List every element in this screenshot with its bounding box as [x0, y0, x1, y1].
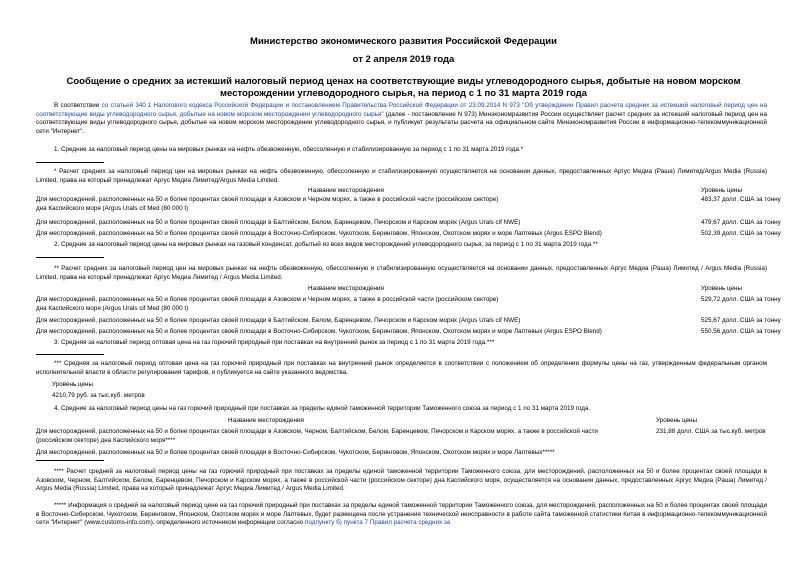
column-field-name: Название месторождения	[308, 285, 384, 292]
intro-text-start: В соответствии	[54, 102, 100, 109]
footnote-separator	[36, 460, 104, 461]
footnote-separator	[36, 162, 104, 163]
column-price-level: Уровень цены	[656, 417, 698, 424]
law-reference-link[interactable]: со статьей 340.1 Налогового кодекса Российской Федерации и постановлением Правительства Российской Федерации от 23.09.2014 N 973 "Об утверждении Правил расчета средних за истекший налоговый период цен на соответствующие виды углеводородного сырья, добытые на новом морском месторождении углеводородного сырья"	[36, 102, 767, 118]
section-1-footnote: * Расчет средних за налоговый период цен на мировых рынках на нефть обезвоженную, обессоленную и стабилизированную осуществляется на основании данных, предоставленных Аргус Медиа (Раша) Лимитед/Argus Media (Russia) Limited, права на который принадлежат Аргус Медиа Лимитед/Argus Media Limited.	[36, 168, 767, 184]
section-3-title: 3. Средняя за налоговый период оптовая цена на газ горючий природный при поставках на внутренний рынок за период с 1 по 31 марта 2019 года.***	[54, 339, 495, 346]
column-price-level: Уровень цены	[701, 285, 743, 292]
column-price-level: Уровень цены	[701, 187, 743, 194]
footnote-separator	[36, 257, 104, 258]
footnote-5	[36, 502, 767, 528]
column-field-name: Название месторождения	[228, 417, 304, 424]
section-3-footnote: *** Средняя за налоговый период оптовая цена на газ горючий природный при поставках на внутренний рынок определяется в соответствии с положением об определении формулы цены на газ, утвержденным федеральным органом исполнительной власти в области регулирования тарифов, и публикуется на сайте указанного ведомства.	[36, 360, 767, 376]
section-2-title: 2. Средние за налоговый период цены на мировых рынках на газовый конденсат, добытый из всех видов месторождений углеводородного сырья, за период с 1 по 31 марта 2019 года.**	[54, 241, 598, 248]
section-4-title: 4. Средние за налоговый период цены на газ горючий природный при поставках за пределы единой таможенной территории Таможенного союза за период с 1 по 31 марта 2019 года.	[54, 405, 591, 412]
rules-reference-link[interactable]: подпункту б) пункта 7 Правил расчета средних за	[305, 519, 451, 527]
footnote-5-text: ***** Информация о средней за налоговый период цене на газ горючий природный при поставках за пределы единой таможенной территории Таможенного союза, для месторождений, расположенных на 50 и более процентах своей площади в Восточно-Сибирском, Чукотском, Беринговом, Японском, Охотском морях и море Лаптевых, будет размещена после устранения технической неисправности в работе сайта таможенной статистики Китая в информационно-телекоммуникационной сети "Интернет" (www.customs-info.com), определенного источником информации согласно	[36, 502, 767, 527]
footnote-4: **** Расчет средней за налоговый период цены на газ горючий природный при поставках за пределы единой таможенной территории Таможенного союза, для месторождений, расположенных на 50 и более процентах своей площади в Азовском, Черном, Балтийском, Белом, Баренцевом, Печорском и Карском морях, а также в российской части (российском секторе) дна Каспийского моря, осуществляется на основании данных, предоставленных Аргус Медиа (Раша) Лимитед / Argus Media (Russia) Limited, права на который принадлежат Аргус Медиа Лимитед / Argus Media Limited.	[36, 468, 767, 493]
gas-price-value: 4210,79 руб. за тыс.куб. метров	[52, 392, 145, 399]
document-date: от 2 апреля 2019 года	[352, 54, 455, 65]
document-page: Министерство экономического развития Российской Федерации от 2 апреля 2019 года Сообщение о средних за истекший налоговый период ценах на соответствующие виды углеводородного сырья, добытые на новом морском месторождении углеводородного сырья, на период с 1 по 31 марта 2019 года В соответствии со статьей 340.1 Налогового кодекса Российской Федерации и постановлением Правительства Российской Федерации от 23.09.2014 N 973 "Об утверждении Правил расчета средних за истекший налоговый период цен на соответствующие виды углеводородного сырья, добытые на новом морском месторождении углеводородного сырья" (далее - постановление N 973) Минэкономразвития России осуществляет расчет средних за истекший налоговый период цен на соответствующие виды углеводородного сырья, добытые на новом морском месторождении углеводородного сырья, и публикует результаты расчета на официальном сайте Минэкономразвития России в информационно-телекоммуникационной сети "Интернет". 1. Средние за налоговый период цены на мировых рынках на нефть обезвоженную, обессоленную и стабилизированную за период с 1 по 31 марта 2019 года.* * Расчет средних за налоговый период цен на мировых рынках на нефть обезвоженную, обессоленную и стабилизированную осуществляется на основании данных, предоставленных Аргус Медиа (Раша) Лимитед/Argus Media (Russia) Limited, права на который принадлежат Аргус Медиа Лимитед/Argus Media Limited. Название месторождения Уровень цены Для месторождений, расположенных на 50 и более процентах своей площади в Азовском и Черном морях, а также в российской части (российском секторе) дна Каспийского моря (Argus Urals cif Med (80 000 t) 483,37 долл. США за тонну Для месторождений, расположенных на 50 и более процентах своей площади в Балтийском, Белом, Баренцевом, Печорском и Карском морях (Argus Urals cif NWE) 479,67 долл. США за тонну Для месторождений, расположенных на 50 и более процентах своей площади в Восточно-Сибирском, Чукотском, Беринговом, Японском, Охотском морях и море Лаптевых (Argus ESPO Blend) 502,39 долл. США за тонну 2. Средние за налоговый период цены на мировых рынках на газовый конденсат, добытый из всех видов месторождений углеводородного сырья, за период с 1 по 31 марта 2019 года.** ** Расчет средних за налоговый период цен на мировых рынках на нефть обезвоженную, обессоленную и стабилизированную осуществляется на основании данных, предоставленных Аргус Медиа (Раша) Лимитед / Argus Media (Russia) Limited, права на который принадлежат Аргус Медиа Лимитед / Argus Media Limited. Название месторождения Уровень цены Для месторождений, расположенных на 50 и более процентах своей площади в Азовском и Черном морях, а также в российской части (российском секторе) дна Каспийского моря (Argus Urals cif Med (80 000 t) 529,72 долл. США за тонну Для месторождений, расположенных на 50 и более процентах своей площади в Балтийском, Белом, Баренцевом, Печорском и Карском морях (Argus Urals cif NWE) 525,67 долл. США за тонну Для месторождений, расположенных на 50 и более процентах своей площади в Восточно-Сибирском, Чукотском, Беринговом, Японском, Охотском морях и море Лаптевых (Argus ESPO Blend) 550,56 долл. США за тонну 3. Средняя за налоговый период оптовая цена на газ горючий природный при поставках на внутренний рынок за период с 1 по 31 марта 2019 года.*** *** Средняя за налоговый период оптовая цена на газ горючий природный при поставках на внутренний рынок определяется в соответствии с положением об определении формулы цены на газ, утвержденным федеральным органом исполнительной власти в области регулирования тарифов, и публикуется на сайте указанного ведомства. Уровень цены 4210,79 руб. за тыс.куб. метров 4. Средние за налоговый период цены на газ горючий природный при поставках за пределы единой таможенной территории Таможенного союза за период с 1 по 31 марта 2019 года. Название месторождения Уровень цены Для месторождений, расположенных на 50 и более процентах своей площади в Азовском, Черном, Балтийском, Белом, Баренцевом, Печорском и Карском морях, а также в российской части (российском секторе) дна Каспийского моря**** 231,88 долл. США за тыс.куб. метров Для месторождений, расположенных на 50 и более процентах своей площади в Восточно-Сибирском, Чукотском, Беринговом, Японском, Охотском морях и море Лаптевых***** **** Расчет средней за налоговый период цены на газ горючий природный при поставках за пределы единой таможенной территории Таможенного союза, для месторождений, расположенных на 50 и более процентах своей площади в Азовском, Черном, Балтийском, Белом, Баренцевом, Печорском и Карском морях, а также в российской части (российском секторе) дна Каспийского моря, осуществляется на основании данных, предоставленных Аргус Медиа (Раша) Лимитед / Argus Media (Russia) Limited, права на который принадлежат Аргус Медиа Лимитед / Argus Media Limited. ***** Информация о средней за налоговый период цене на газ горючий природный при поставках за пределы единой таможенной территории Таможенного союза, для месторождений, расположенных на 50 и более процентах своей площади в Восточно-Сибирском, Чукотском, Беринговом, Японском, Охотском морях и море Лаптевых, будет размещена после устранения технической неисправности в работе сайта таможенной статистики Китая в информационно-телекоммуникационной сети "Интернет" (www.customs-info.com), определенного источником информации согласно подпункту б) пункта 7 Правил расчета средних за	[0, 0, 807, 571]
footnote-separator	[36, 354, 104, 355]
ministry-heading: Министерство экономического развития Российской Федерации	[250, 36, 557, 47]
column-field-name: Название месторождения	[308, 187, 384, 194]
intro-text-end: (далее - постановление N 973) Минэкономразвития России осуществляет расчет средних за истекший налоговый период цен на соответствующие виды углеводородного сырья, добытые на новом морском месторождении углеводородного сырья, и публикует результаты расчета на официальном сайте Минэкономразвития России в информационно-телекоммуникационной сети "Интернет".	[36, 110, 767, 135]
price-level-label: Уровень цены	[52, 381, 94, 388]
intro-paragraph	[36, 102, 767, 136]
document-title: Сообщение о средних за истекший налоговый период ценах на соответствующие виды углеводородного сырья, добытые на новом морском месторождении углеводородного сырья, на период с 1 по 31 марта 2019 года	[66, 76, 741, 99]
section-1-title: 1. Средние за налоговый период цены на мировых рынках на нефть обезвоженную, обессоленную и стабилизированную за период с 1 по 31 марта 2019 года.*	[54, 146, 524, 153]
section-2-footnote: ** Расчет средних за налоговый период цен на мировых рынках на нефть обезвоженную, обессоленную и стабилизированную осуществляется на основании данных, предоставленных Аргус Медиа (Раша) Лимитед / Argus Media (Russia) Limited, права на который принадлежат Аргус Медиа Лимитед / Argus Media Limited.	[36, 265, 767, 281]
